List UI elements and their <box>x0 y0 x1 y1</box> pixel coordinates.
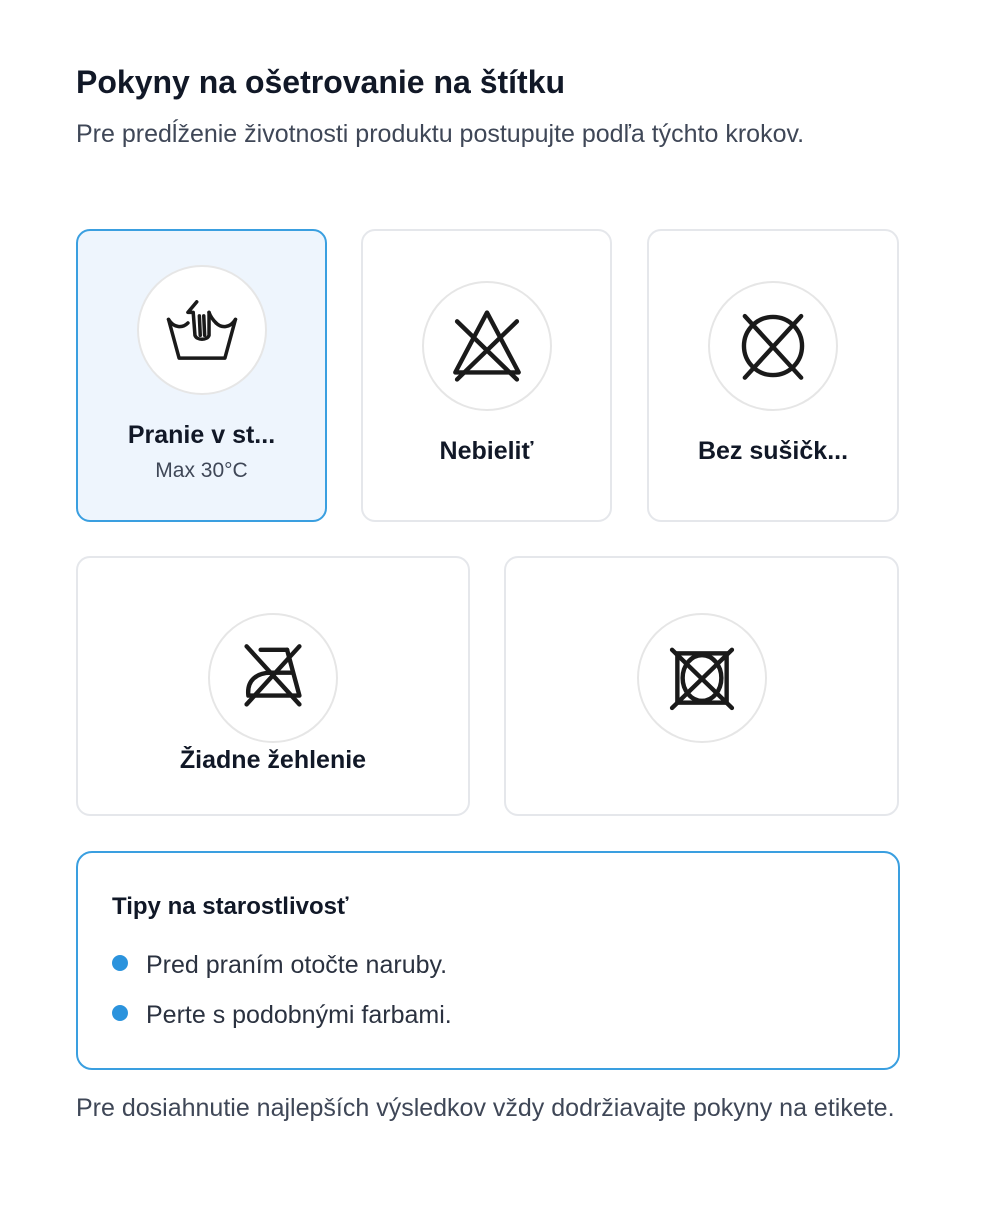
card-label: Pranie v st... <box>127 421 276 449</box>
tips-title: Tipy na starostlivosť <box>112 893 349 920</box>
tip-item <box>112 1001 452 1030</box>
care-card-no-dryer[interactable] <box>647 229 899 522</box>
footer-note: Pre dosiahnutie najlepších výsledkov vždy dodržiavajte pokyny na etikete. <box>76 1094 895 1122</box>
icon-circle <box>708 281 838 411</box>
card-label: Žiadne žehlenie <box>179 746 367 774</box>
card-label: Nebieliť <box>439 437 534 465</box>
card-sublabel: Max 30°C <box>155 459 248 482</box>
care-tips-box <box>76 851 900 1070</box>
icon-circle <box>137 265 267 395</box>
tip-text: Perte s podobnými farbami. <box>146 1001 452 1029</box>
no-bleach-icon <box>443 302 531 390</box>
icon-circle <box>208 613 338 743</box>
icon-circle <box>637 613 767 743</box>
card-label: Bez sušičk... <box>697 437 849 465</box>
bullet-icon <box>112 955 128 971</box>
care-card-no-tumble-dry[interactable] <box>504 556 899 816</box>
tip-text: Pred praním otočte naruby. <box>146 951 448 979</box>
icon-circle <box>422 281 552 411</box>
care-card-no-bleach[interactable] <box>361 229 612 522</box>
page-title: Pokyny na ošetrovanie na štítku <box>76 64 566 100</box>
page-subtitle: Pre predĺženie životnosti produktu postupujte podľa týchto krokov. <box>76 120 805 148</box>
no-dryer-icon <box>729 302 817 390</box>
hand-wash-icon <box>158 286 246 374</box>
no-iron-icon <box>229 634 317 722</box>
bullet-icon <box>112 1005 128 1021</box>
care-card-hand-wash[interactable] <box>76 229 327 522</box>
care-card-no-iron[interactable] <box>76 556 470 816</box>
tip-item <box>112 951 447 980</box>
no-tumble-dry-icon <box>658 634 746 722</box>
